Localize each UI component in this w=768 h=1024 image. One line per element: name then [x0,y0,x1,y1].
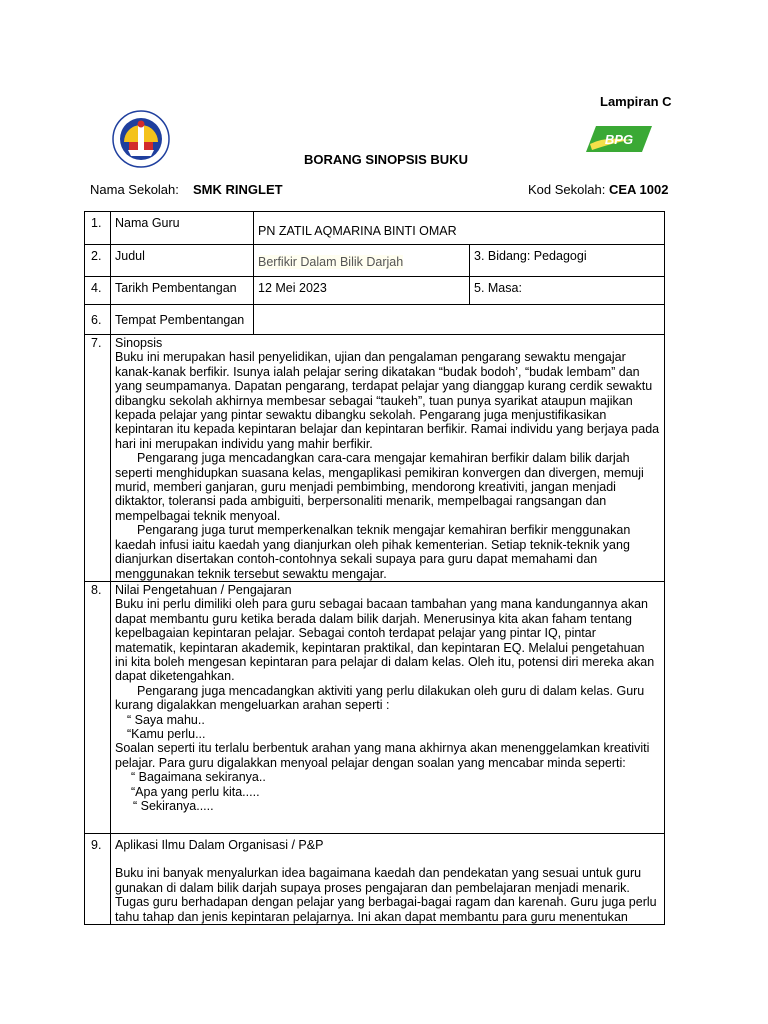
school-code-value: CEA 1002 [608,182,669,197]
row-number: 7. [85,335,111,582]
row-number: 9. [85,833,111,924]
synopsis-section [111,335,665,582]
table-row [85,581,665,833]
table-row [85,245,665,277]
application-section [111,833,665,924]
row-number: 1. [85,212,111,245]
paragraph: Pengarang juga turut memperkenalkan teknik mengajar kemahiran berfikir menggunakan kaedah infusi iaitu kaedah yang dianjurkan oleh pihak kementerian. Setiap teknik-teknik yang dianjurkan disertakan contoh-contohnya sekali supaya para guru dapat memahami dan menggunakan teknik tersebut sewaktu mengajar. [115,523,631,581]
knowledge-value-section [111,581,665,833]
row-number: 4. [85,277,111,305]
book-title-value[interactable] [254,245,470,277]
bpg-logo [586,122,652,156]
row-label: Tarikh Pembentangan [111,277,254,305]
paragraph: Buku ini banyak menyalurkan idea bagaimana kaedah dan pendekatan yang sesuai untuk guru gunakan di dalam bilik darjah supaya proses pengajaran dan pembelajaran menjadi menarik. Tugas guru berhadapan dengan pelajar yang berbagai-bagai ragam dan karenah. Guru juga perlu tahu tahap dan jenis kepintaran pelajarnya. Ini akan dapat membantu para guru menentukan [115,866,657,924]
quote-line: “Kamu perlu... [127,726,206,741]
paragraph: Soalan seperti itu terlalu berbentuk arahan yang mana akhirnya akan menenggelamkan kreativiti pelajar. Para guru digalakkan menyoal pelajar dengan soalan yang mencabar minda seperti: [115,741,650,770]
bpg-logo-text: BPG [604,132,634,147]
quote-line: “ Sekiranya..... [133,799,214,813]
paragraph: Pengarang juga mencadangkan cara-cara mengajar kemahiran berfikir dalam bilik darjah seperti menghidupkan suasana kelas, mengaplikasi pemikiran konvergen dan divergen, memuji murid, memberi ganjaran, guru menjadi pembimbing, mendorong kreativiti, jangan menjadi diktaktor, toleransi pada ambiguiti, berpersonaliti menarik, mempelbagai rangsangan dan mempelbagai teknik menyoal. [115,451,644,523]
row-label: Judul [111,245,254,277]
field-label: 5. Masa: [470,277,665,305]
table-row [85,833,665,924]
field-label: 3. Bidang: Pedagogi [470,245,665,277]
form-title: BORANG SINOPSIS BUKU [304,152,468,167]
quote-line: “Apa yang perlu kita..... [131,784,260,799]
school-code-label: Kod Sekolah: [528,182,606,197]
school-name-label: Nama Sekolah: [90,182,179,197]
appendix-label: Lampiran C [600,94,672,109]
teacher-name-value[interactable]: PN ZATIL AQMARINA BINTI OMAR [254,212,665,245]
presentation-date-value[interactable]: 12 Mei 2023 [254,277,470,305]
synopsis-form-table [84,211,665,925]
table-row [85,212,665,245]
row-number: 8. [85,581,111,833]
school-name-value: SMK RINGLET [193,182,283,197]
paragraph: Buku ini perlu dimiliki oleh para guru sebagai bacaan tambahan yang mana kandungannya akan dapat membantu guru ketika berada dalam bilik darjah. Menerusinya kita akan faham tentang kepelbagaian kepintaran pelajar. Sebagai contoh terdapat pelajar yang pintar IQ, pintar matematik, kepintaran akademik, kepintaran praktikal, dan kepintaran EQ. Melalui pengetahuan ini kita boleh mengesan kepintaran para pelajar di dalam kelas. Oleh itu, potensi diri mereka akan dapat diketengahkan. [115,597,655,684]
presentation-venue-value[interactable] [254,305,665,335]
table-row [85,335,665,582]
school-code [528,182,668,197]
quote-line: “ Bagaimana sekiranya.. [131,770,266,785]
row-number: 2. [85,245,111,277]
section-heading: Aplikasi Ilmu Dalam Organisasi / P&P [115,837,324,852]
row-label: Tempat Pembentangan [111,305,254,335]
table-row [85,305,665,335]
book-title-text: Berfikir Dalam Bilik Darjah [258,255,404,269]
paragraph: Buku ini merupakan hasil penyelidikan, ujian dan pengalaman pengarang sewaktu mengajar kanak-kanak berfikir. Isunya ialah pelajar sering dikatakan “budak bodoh’, “budak lembam” dan yang seumpamanya. Dapatan pengarang, terdapat pelajar yang dianggap kurang cerdik sewaktu dibangku sekolah akhirnya membesar sebagai “taukeh”, tuan punya syarikat ataupun majikan kepada pelajar yang pintar sewaktu dibangku sekolah. Pengarang juga menjustifikasikan kepintaran itu kepada kepintaran belajar dan kepintaran berfikir. Ramai individu yang berjaya pada hari ini merupakan individu yang mahir berfikir. [115,350,660,451]
section-heading: Nilai Pengetahuan / Pengajaran [115,582,292,597]
section-heading: Sinopsis [115,336,163,350]
row-label: Nama Guru [111,212,254,245]
table-row [85,277,665,305]
paragraph: Pengarang juga mencadangkan aktiviti yang perlu dilakukan oleh guru di dalam kelas. Guru kurang digalakkan mengeluarkan arahan seperti : [115,683,645,713]
quote-line: “ Saya mahu.. [127,712,205,727]
row-number: 6. [85,305,111,335]
